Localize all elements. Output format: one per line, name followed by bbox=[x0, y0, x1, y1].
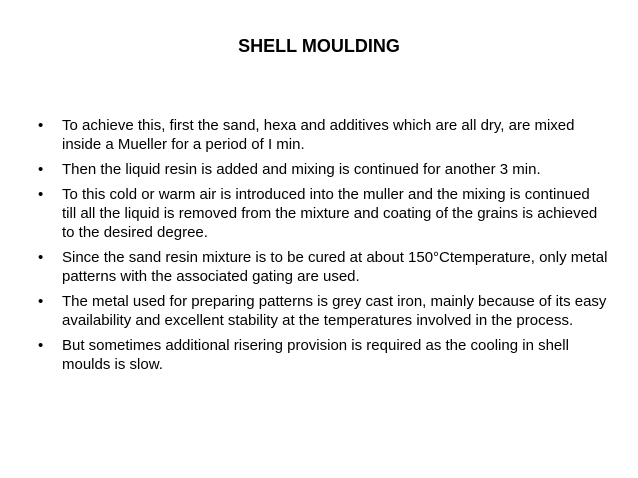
bullet-dot-icon: • bbox=[38, 161, 44, 178]
bullet-dot-icon: • bbox=[38, 249, 44, 266]
bullet-dot-icon: • bbox=[38, 117, 44, 134]
slide-title: SHELL MOULDING bbox=[238, 36, 400, 56]
bullet-text: To this cold or warm air is introduced into the muller and the mixing is continued till all the liquid is removed from the mixture and coating of the grains is achieved to the desired degree. bbox=[62, 186, 598, 241]
bullet-item bbox=[38, 185, 608, 242]
bullet-item bbox=[38, 116, 608, 154]
bullet-item bbox=[38, 336, 608, 374]
bullet-dot-icon: • bbox=[38, 186, 44, 203]
bullet-dot-icon: • bbox=[38, 337, 44, 354]
bullet-text: Since the sand resin mixture is to be cured at about 150°Ctemperature, only metal patterns with the associated gating are used. bbox=[62, 249, 608, 285]
bullet-item bbox=[38, 292, 608, 330]
bullet-item bbox=[38, 248, 608, 286]
bullet-list bbox=[38, 116, 608, 380]
bullet-dot-icon: • bbox=[38, 293, 44, 310]
bullet-text: To achieve this, first the sand, hexa and additives which are all dry, are mixed inside a Mueller for a period of I min. bbox=[62, 117, 575, 153]
bullet-text: The metal used for preparing patterns is grey cast iron, mainly because of its easy availability and excellent stability at the temperatures involved in the process. bbox=[62, 293, 607, 329]
bullet-item bbox=[38, 160, 608, 179]
bullet-text: Then the liquid resin is added and mixing is continued for another 3 min. bbox=[62, 161, 541, 178]
bullet-text: But sometimes additional risering provision is required as the cooling in shell moulds is slow. bbox=[62, 337, 569, 373]
